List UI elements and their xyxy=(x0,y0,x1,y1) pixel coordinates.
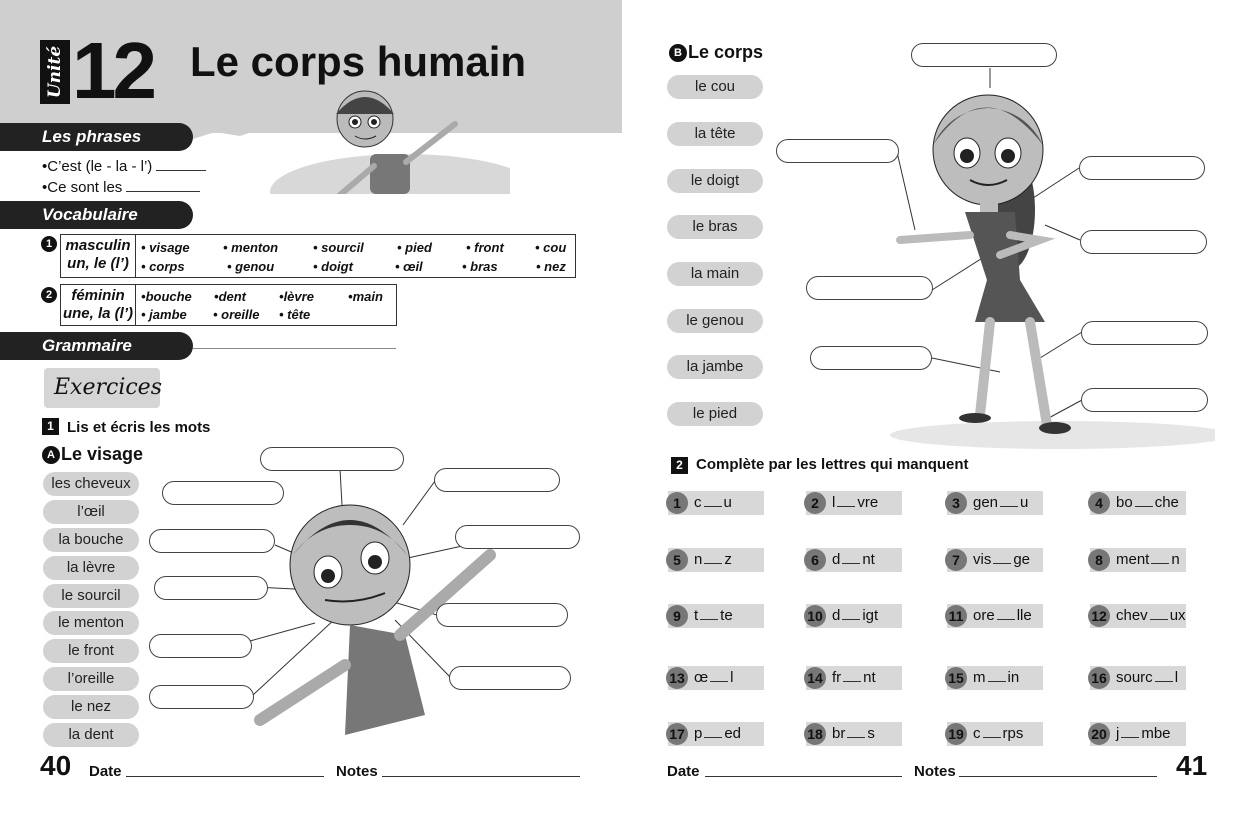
answer-box[interactable] xyxy=(911,43,1057,67)
word-start: ment xyxy=(1116,551,1150,568)
word-pill: le sourcil xyxy=(43,584,139,608)
vocab-word: • doigt xyxy=(313,259,353,274)
word-end: ge xyxy=(1013,551,1031,568)
notes-label-right: Notes xyxy=(914,763,956,780)
item-number-badge: 9 xyxy=(666,605,688,627)
part-letter-b: B xyxy=(669,44,687,62)
section-bar-vocabulaire: Vocabulaire xyxy=(0,201,193,229)
word-start: n xyxy=(694,551,703,568)
answer-box[interactable] xyxy=(806,276,933,300)
word-end: nt xyxy=(863,669,876,686)
answer-box[interactable] xyxy=(162,481,284,505)
vocab-word: • jambe xyxy=(141,307,187,322)
vocab-word: •bouche xyxy=(141,289,192,304)
answer-box[interactable] xyxy=(436,603,568,627)
exercices-banner: Exercices xyxy=(44,368,160,408)
word-pill: le front xyxy=(43,639,139,663)
grammaire-rule xyxy=(193,348,396,349)
item-number-badge: 13 xyxy=(666,667,688,689)
exercise-number-1: 1 xyxy=(42,418,59,435)
item-word xyxy=(694,722,741,746)
word-end: te xyxy=(720,607,733,624)
word-pill: le genou xyxy=(667,309,763,333)
item-number-badge: 17 xyxy=(666,723,688,745)
word-pill: le cou xyxy=(667,75,763,99)
unit-label xyxy=(40,40,70,104)
vocab-word: • nez xyxy=(536,259,566,274)
word-end: u xyxy=(1020,494,1029,511)
item-number-badge: 10 xyxy=(804,605,826,627)
word-pill: l’oreille xyxy=(43,667,139,691)
answer-box[interactable] xyxy=(149,634,252,658)
item-number-badge: 20 xyxy=(1088,723,1110,745)
answer-box[interactable] xyxy=(810,346,932,370)
missing-letter-blank[interactable] xyxy=(1000,506,1018,507)
date-label-right: Date xyxy=(667,763,700,780)
unit-number: 12 xyxy=(72,26,153,115)
item-word xyxy=(1116,604,1186,628)
missing-letter-blank[interactable] xyxy=(843,681,861,682)
item-number-badge: 19 xyxy=(945,723,967,745)
item-number-badge: 6 xyxy=(804,549,826,571)
word-start: sourc xyxy=(1116,669,1153,686)
vocab-word: • sourcil xyxy=(313,240,364,255)
word-end: in xyxy=(1007,669,1020,686)
fill-in-card xyxy=(1090,491,1186,515)
date-line-left[interactable] xyxy=(126,776,324,777)
vocab-word: •dent xyxy=(214,289,247,304)
word-end: igt xyxy=(862,607,879,624)
fill-in-card xyxy=(1090,722,1186,746)
item-number-badge: 18 xyxy=(804,723,826,745)
fill-in-card xyxy=(806,491,902,515)
notes-line-right[interactable] xyxy=(959,776,1157,777)
answer-box[interactable] xyxy=(1081,388,1208,412)
item-number-badge: 4 xyxy=(1088,492,1110,514)
answer-blank[interactable] xyxy=(156,170,206,171)
vocab-word: •lèvre xyxy=(279,289,314,304)
item-number-badge: 8 xyxy=(1088,549,1110,571)
answer-box[interactable] xyxy=(1081,321,1208,345)
word-end: n xyxy=(1171,551,1180,568)
fill-in-card xyxy=(668,491,764,515)
vocab-word: • menton xyxy=(223,240,279,255)
word-start: m xyxy=(973,669,986,686)
vocab-table-masculin xyxy=(60,234,576,278)
answer-box[interactable] xyxy=(449,666,571,690)
item-number-badge: 11 xyxy=(945,605,967,627)
word-pill: la main xyxy=(667,262,763,286)
section-bar-grammaire: Grammaire xyxy=(0,332,193,360)
answer-box[interactable] xyxy=(434,468,560,492)
word-end: ux xyxy=(1169,607,1186,624)
answer-box[interactable] xyxy=(776,139,899,163)
word-pill: le pied xyxy=(667,402,763,426)
word-start: d xyxy=(832,551,841,568)
item-number-badge: 1 xyxy=(666,492,688,514)
missing-letter-blank[interactable] xyxy=(1121,737,1139,738)
word-end: rps xyxy=(1002,725,1024,742)
missing-letter-blank[interactable] xyxy=(1155,681,1173,682)
exercise-number-2: 2 xyxy=(671,457,688,474)
word-start: chev xyxy=(1116,607,1148,624)
missing-letter-blank[interactable] xyxy=(1151,563,1169,564)
word-start: c xyxy=(973,725,981,742)
item-word xyxy=(973,666,1019,690)
missing-letter-blank[interactable] xyxy=(1135,506,1153,507)
missing-letter-blank[interactable] xyxy=(983,737,1001,738)
page-number-left: 40 xyxy=(40,750,72,781)
item-word xyxy=(694,491,732,515)
word-end: ed xyxy=(724,725,742,742)
part-b-title: Le corps xyxy=(688,42,764,62)
phrase-line-1: •C’est (le - la - l’) xyxy=(42,158,206,176)
missing-letter-blank[interactable] xyxy=(704,506,722,507)
vocab-label-masculin: masculin un, le (l’) xyxy=(61,235,136,277)
vocab-number-2: 2 xyxy=(41,287,57,303)
vocab-word: • oreille xyxy=(213,307,260,322)
item-word xyxy=(832,722,875,746)
word-pill: le nez xyxy=(43,695,139,719)
word-pill: les cheveux xyxy=(43,472,139,496)
word-pill: la jambe xyxy=(667,355,763,379)
vocab-table-feminin xyxy=(60,284,397,326)
word-pill: le menton xyxy=(43,611,139,635)
word-end: che xyxy=(1154,494,1179,511)
word-end: z xyxy=(724,551,732,568)
date-label-left: Date xyxy=(89,763,122,780)
exercise-2-title: Complète par les lettres qui manquent xyxy=(696,456,969,473)
item-number-badge: 14 xyxy=(804,667,826,689)
word-pill: l’œil xyxy=(43,500,139,524)
word-end: l xyxy=(730,669,734,686)
word-start: ore xyxy=(973,607,995,624)
item-word xyxy=(1116,491,1179,515)
fill-in-card xyxy=(668,548,764,572)
vocab-word: • œil xyxy=(395,259,423,274)
item-word xyxy=(973,491,1028,515)
item-word xyxy=(832,548,875,572)
missing-letter-blank[interactable] xyxy=(842,563,860,564)
answer-box[interactable] xyxy=(455,525,580,549)
item-word xyxy=(694,548,732,572)
word-pill: la tête xyxy=(667,122,763,146)
fill-in-card xyxy=(1090,604,1186,628)
missing-letter-blank[interactable] xyxy=(700,619,718,620)
fill-in-card xyxy=(668,666,764,690)
fill-in-card xyxy=(947,666,1043,690)
vocab-word: • corps xyxy=(141,259,185,274)
word-pill: le doigt xyxy=(667,169,763,193)
item-number-badge: 3 xyxy=(945,492,967,514)
date-line-right[interactable] xyxy=(705,776,902,777)
notes-line-left[interactable] xyxy=(382,776,580,777)
item-word xyxy=(694,604,733,628)
fill-in-card xyxy=(947,548,1043,572)
phrase-line-2: •Ce sont les xyxy=(42,179,200,197)
vocab-word: • front xyxy=(466,240,504,255)
answer-box[interactable] xyxy=(1079,156,1205,180)
word-start: fr xyxy=(832,669,842,686)
word-start: bo xyxy=(1116,494,1133,511)
word-end: s xyxy=(867,725,875,742)
fill-in-card xyxy=(1090,548,1186,572)
item-word xyxy=(694,666,734,690)
word-start: j xyxy=(1116,725,1120,742)
item-word xyxy=(832,666,876,690)
missing-letter-blank[interactable] xyxy=(847,737,865,738)
answer-box[interactable] xyxy=(1080,230,1207,254)
vocab-word: • tête xyxy=(279,307,311,322)
word-start: l xyxy=(832,494,836,511)
item-word xyxy=(1116,548,1180,572)
word-start: œ xyxy=(694,669,709,686)
item-number-badge: 15 xyxy=(945,667,967,689)
word-end: lle xyxy=(1016,607,1032,624)
word-pill: la dent xyxy=(43,723,139,747)
fill-in-card xyxy=(806,722,902,746)
notes-label-left: Notes xyxy=(336,763,378,780)
part-letter-a: A xyxy=(42,446,60,464)
word-start: p xyxy=(694,725,703,742)
vocab-number-1: 1 xyxy=(41,236,57,252)
page-number-right: 41 xyxy=(1176,750,1208,781)
fill-in-card xyxy=(806,548,902,572)
item-word xyxy=(1116,666,1178,690)
missing-letter-blank[interactable] xyxy=(997,619,1015,620)
item-number-badge: 5 xyxy=(666,549,688,571)
vocab-word: • visage xyxy=(141,240,190,255)
item-number-badge: 2 xyxy=(804,492,826,514)
missing-letter-blank[interactable] xyxy=(837,506,855,507)
word-end: l xyxy=(1174,669,1179,686)
vocab-word: • genou xyxy=(227,259,275,274)
vocab-word: • bras xyxy=(462,259,498,274)
fill-in-card xyxy=(1090,666,1186,690)
word-start: gen xyxy=(973,494,999,511)
boy-illustration-top xyxy=(270,84,510,194)
vocab-label-feminin: féminin une, la (l’) xyxy=(61,285,136,325)
item-number-badge: 7 xyxy=(945,549,967,571)
answer-box[interactable] xyxy=(149,529,275,553)
fill-in-card xyxy=(668,722,764,746)
word-start: d xyxy=(832,607,841,624)
vocab-word: • cou xyxy=(535,240,567,255)
word-start: vis xyxy=(973,551,992,568)
missing-letter-blank[interactable] xyxy=(704,563,722,564)
section-bar-phrases: Les phrases xyxy=(0,123,193,151)
word-start: br xyxy=(832,725,846,742)
fill-in-card xyxy=(806,666,902,690)
item-number-badge: 12 xyxy=(1088,605,1110,627)
fill-in-card xyxy=(668,604,764,628)
item-word xyxy=(832,604,878,628)
missing-letter-blank[interactable] xyxy=(1150,619,1168,620)
missing-letter-blank[interactable] xyxy=(988,681,1006,682)
word-end: mbe xyxy=(1141,725,1171,742)
fill-in-card xyxy=(806,604,902,628)
word-pill: le bras xyxy=(667,215,763,239)
vocab-word: •main xyxy=(348,289,383,304)
item-word xyxy=(832,491,878,515)
missing-letter-blank[interactable] xyxy=(704,737,722,738)
answer-blank[interactable] xyxy=(126,191,200,192)
fill-in-card xyxy=(947,604,1043,628)
unit-word: Unité xyxy=(45,45,65,99)
vocab-word: • pied xyxy=(397,240,432,255)
word-start: c xyxy=(694,494,702,511)
item-word xyxy=(973,548,1030,572)
word-pill: la bouche xyxy=(43,528,139,552)
fill-in-card xyxy=(947,491,1043,515)
part-a-title: Le visage xyxy=(61,444,144,464)
word-end: vre xyxy=(857,494,879,511)
word-end: nt xyxy=(862,551,875,568)
word-start: t xyxy=(694,607,699,624)
item-word xyxy=(973,722,1023,746)
word-end: u xyxy=(723,494,732,511)
item-word xyxy=(973,604,1032,628)
answer-box[interactable] xyxy=(154,576,268,600)
fill-in-card xyxy=(947,722,1043,746)
word-pill: la lèvre xyxy=(43,556,139,580)
page-title: Le corps humain xyxy=(190,38,527,85)
missing-letter-blank[interactable] xyxy=(710,681,728,682)
missing-letter-blank[interactable] xyxy=(993,563,1011,564)
answer-box[interactable] xyxy=(260,447,404,471)
missing-letter-blank[interactable] xyxy=(842,619,860,620)
item-number-badge: 16 xyxy=(1088,667,1110,689)
item-word xyxy=(1116,722,1171,746)
answer-box[interactable] xyxy=(149,685,254,709)
exercise-1-title: Lis et écris les mots xyxy=(67,419,211,436)
